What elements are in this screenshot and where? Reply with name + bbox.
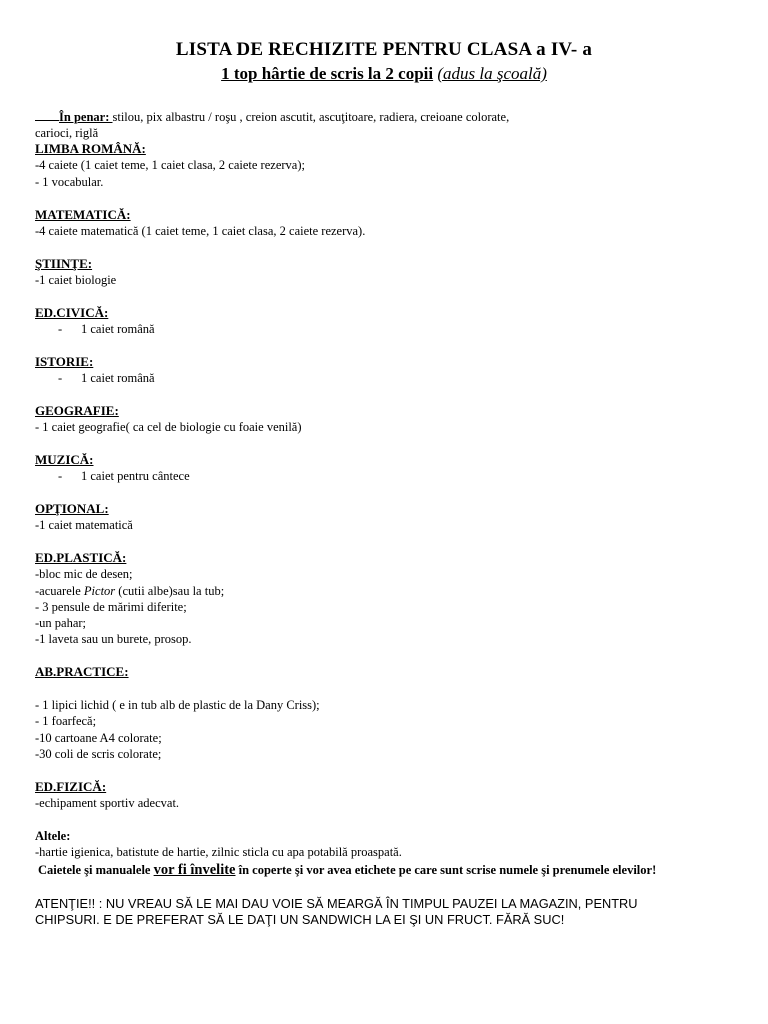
subtitle-note: (adus la şcoală) [437, 64, 547, 83]
section-heading: ED.CIVICĂ: [35, 305, 109, 320]
section-heading: MATEMATICĂ: [35, 207, 131, 222]
section-heading: LIMBA ROMÂNĂ: [35, 141, 146, 156]
dash-bullet: - [58, 469, 63, 484]
bullet-text: 1 caiet pentru cântece [81, 469, 190, 484]
list-item [35, 583, 740, 599]
section-optional [35, 501, 740, 534]
list-item: -hartie igienica, batistute de hartie, zilnic sticla cu apa potabilă proaspată. [35, 845, 402, 860]
list-item: -10 cartoane A4 colorate; [35, 730, 162, 745]
list-item: -4 caiete (1 caiet teme, 1 caiet clasa, 2 caiete rezerva); [35, 158, 305, 173]
note-emphasis: vor fi învelite [153, 862, 236, 878]
section-ed-plastica [35, 550, 740, 648]
section-limba-romana [35, 141, 740, 190]
section-ed-civica [35, 305, 740, 338]
subtitle-main: 1 top hârtie de scris la 2 copii [221, 64, 434, 83]
note-text: Caietele şi manualele [38, 863, 154, 877]
list-item: - 1 vocabular. [35, 174, 104, 189]
section-heading: AB.PRACTICE: [35, 664, 129, 679]
bullet-item [35, 468, 740, 484]
section-heading: Altele: [35, 829, 71, 843]
penar-section [35, 108, 740, 142]
section-ab-practice [35, 697, 740, 762]
section-heading: GEOGRAFIE: [35, 403, 119, 418]
bullet-text: 1 caiet română [81, 322, 155, 337]
section-istorie [35, 354, 740, 387]
list-item: -30 coli de scris colorate; [35, 746, 162, 761]
list-item: -1 caiet matematică [35, 518, 133, 533]
list-item: - 1 lipici lichid ( e in tub alb de plastic de la Dany Criss); [35, 698, 320, 712]
list-item: -1 caiet biologie [35, 273, 117, 288]
document-title: LISTA DE RECHIZITE PENTRU CLASA a IV- a [175, 39, 593, 60]
bullet-item [35, 370, 740, 386]
bullet-item [35, 321, 740, 337]
penar-text-2: carioci, riglă [35, 126, 99, 141]
warning-line: ATENŢIE!! : NU VREAU SĂ LE MAI DAU VOIE SĂ MEARGĂ ÎN TIMPUL PAUZEI LA MAGAZIN, PENTRU [35, 896, 638, 911]
dash-bullet: - [58, 322, 63, 337]
document-subtitle [0, 64, 768, 84]
warning-line: CHIPSURI. E DE PREFERAT SĂ LE DAŢI UN SANDWICH LA EI ŞI UN FRUCT. FĂRĂ SUC! [35, 912, 565, 927]
dash-bullet: - [58, 371, 63, 386]
list-item: -un pahar; [35, 616, 87, 631]
section-heading: ŞTIINŢE: [35, 256, 93, 271]
section-matematica [35, 207, 740, 240]
section-ed-fizica [35, 779, 740, 812]
covering-note [38, 862, 738, 878]
list-item: -echipament sportiv adecvat. [35, 796, 180, 811]
item-text: -acuarele [35, 583, 84, 598]
section-heading: MUZICĂ: [35, 452, 94, 467]
section-heading: ISTORIE: [35, 354, 94, 369]
section-heading: ED.FIZICĂ: [35, 779, 107, 794]
list-item: -4 caiete matematică (1 caiet teme, 1 caiet clasa, 2 caiete rezerva). [35, 224, 366, 239]
list-item: -1 laveta sau un burete, prosop. [35, 632, 192, 647]
section-geografie [35, 403, 740, 436]
section-muzica [35, 452, 740, 485]
list-item: - 1 caiet geografie( ca cel de biologie cu foaie venilă) [35, 420, 302, 435]
list-item: - 1 foarfecă; [35, 714, 97, 729]
list-item: - 3 pensule de mărimi diferite; [35, 599, 187, 614]
penar-text: stilou, pix albastru / roşu , creion ascutit, ascuţitoare, radiera, creioane colorate, [112, 110, 510, 124]
section-stiinte [35, 256, 740, 289]
section-heading: ED.PLASTICĂ: [35, 550, 127, 565]
list-item: -bloc mic de desen; [35, 567, 133, 582]
bullet-text: 1 caiet română [81, 371, 155, 386]
section-ab-practice-heading [35, 664, 740, 680]
brand-name: Pictor [83, 583, 116, 598]
penar-label: În penar: [59, 110, 113, 124]
note-text: în coperte şi vor avea etichete pe care sunt scrise numele şi prenumele elevilor! [235, 863, 657, 877]
penar-underline-gap [35, 108, 59, 121]
section-heading: OPŢIONAL: [35, 501, 109, 516]
item-text: (cutii albe)sau la tub; [115, 583, 225, 598]
warning-paragraph [35, 896, 725, 928]
section-altele [35, 828, 740, 861]
